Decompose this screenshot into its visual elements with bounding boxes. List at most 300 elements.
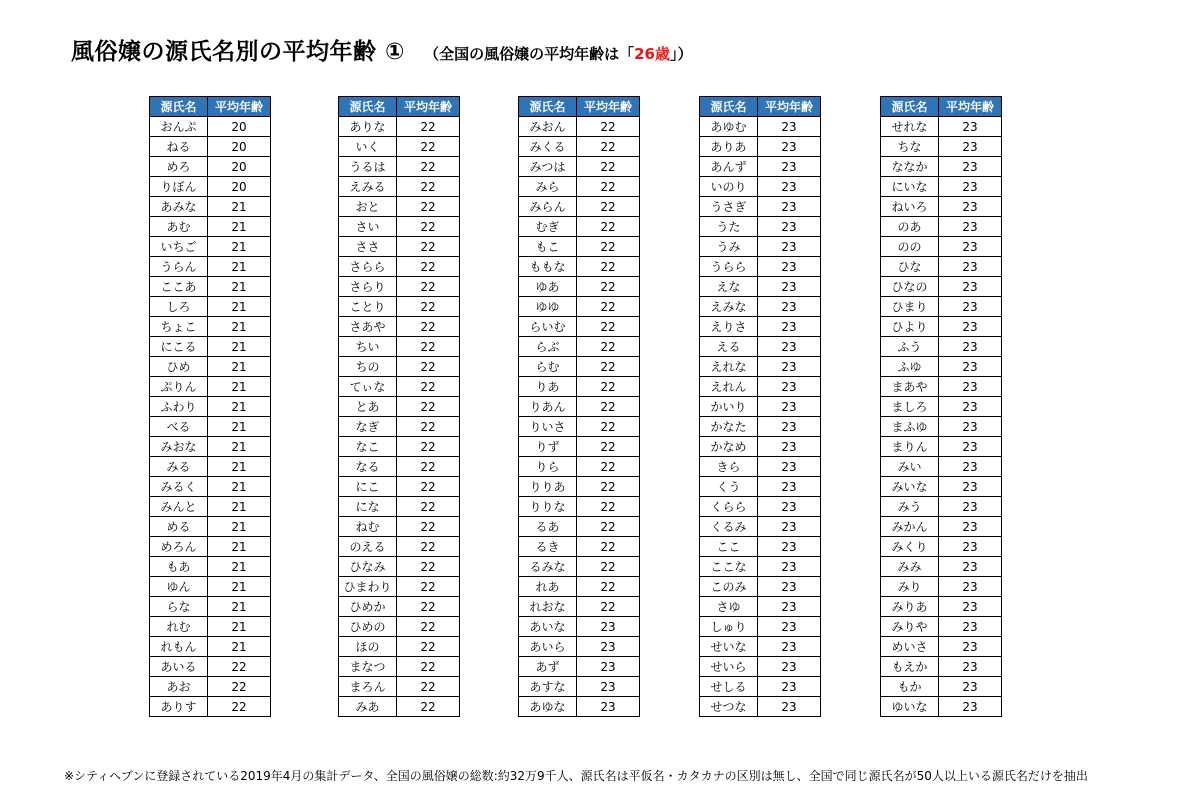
table-row xyxy=(881,677,1002,697)
cell-age: 23 xyxy=(758,537,821,557)
cell-age: 22 xyxy=(577,577,640,597)
table-row xyxy=(519,157,640,177)
cell-age: 22 xyxy=(397,317,460,337)
table-row xyxy=(881,697,1002,717)
table-row xyxy=(519,657,640,677)
cell-age: 23 xyxy=(758,297,821,317)
cell-age: 23 xyxy=(758,257,821,277)
cell-name: にこる xyxy=(150,337,208,357)
table-row xyxy=(150,657,271,677)
cell-age: 23 xyxy=(758,677,821,697)
cell-age: 23 xyxy=(939,237,1002,257)
cell-name: いのり xyxy=(700,177,758,197)
table-row xyxy=(150,117,271,137)
cell-age: 22 xyxy=(577,237,640,257)
cell-name: えみな xyxy=(700,297,758,317)
table-row xyxy=(339,257,460,277)
cell-name: りら xyxy=(519,457,577,477)
cell-name: みくる xyxy=(519,137,577,157)
cell-age: 21 xyxy=(208,377,271,397)
cell-name: みう xyxy=(881,497,939,517)
table-row xyxy=(150,477,271,497)
cell-age: 23 xyxy=(758,517,821,537)
table-row xyxy=(700,537,821,557)
cell-name: みおな xyxy=(150,437,208,457)
cell-age: 22 xyxy=(397,437,460,457)
cell-age: 23 xyxy=(577,697,640,717)
cell-age: 22 xyxy=(397,557,460,577)
table-row xyxy=(700,297,821,317)
table-row xyxy=(339,397,460,417)
cell-name: ひまわり xyxy=(339,577,397,597)
cell-age: 22 xyxy=(397,657,460,677)
cell-age: 23 xyxy=(577,617,640,637)
table-header-row xyxy=(881,97,1002,117)
table-row xyxy=(700,277,821,297)
table-row xyxy=(339,237,460,257)
table-row xyxy=(519,457,640,477)
cell-age: 21 xyxy=(208,497,271,517)
cell-name: ねいろ xyxy=(881,197,939,217)
cell-age: 23 xyxy=(758,377,821,397)
cell-name: ささ xyxy=(339,237,397,257)
cell-age: 23 xyxy=(758,497,821,517)
table-row xyxy=(519,477,640,497)
cell-name: ゆゆ xyxy=(519,297,577,317)
cell-age: 22 xyxy=(577,297,640,317)
table-row xyxy=(700,377,821,397)
cell-age: 23 xyxy=(758,597,821,617)
table-row xyxy=(700,617,821,637)
table-row xyxy=(519,417,640,437)
table-row xyxy=(519,257,640,277)
cell-age: 23 xyxy=(758,337,821,357)
cell-name: ふわり xyxy=(150,397,208,417)
table-row xyxy=(519,377,640,397)
cell-name: ねる xyxy=(150,137,208,157)
cell-age: 22 xyxy=(577,377,640,397)
table-row xyxy=(881,237,1002,257)
cell-name: えれな xyxy=(700,357,758,377)
table-row xyxy=(519,537,640,557)
table-row xyxy=(881,377,1002,397)
table-row xyxy=(150,377,271,397)
cell-age: 23 xyxy=(577,657,640,677)
table-row xyxy=(339,677,460,697)
cell-name: ひまり xyxy=(881,297,939,317)
table-row xyxy=(881,417,1002,437)
cell-name: ほの xyxy=(339,637,397,657)
cell-name: あんず xyxy=(700,157,758,177)
table-row xyxy=(339,417,460,437)
cell-name: しゅり xyxy=(700,617,758,637)
table-row xyxy=(339,317,460,337)
cell-name: ひより xyxy=(881,317,939,337)
cell-name: りりあ xyxy=(519,477,577,497)
cell-age: 22 xyxy=(397,117,460,137)
cell-age: 23 xyxy=(577,637,640,657)
table-row xyxy=(700,357,821,377)
cell-name: うらら xyxy=(700,257,758,277)
cell-age: 21 xyxy=(208,457,271,477)
cell-name: りあ xyxy=(519,377,577,397)
table-row xyxy=(881,117,1002,137)
column-header-name: 源氏名 xyxy=(519,97,577,117)
table-row xyxy=(150,397,271,417)
name-age-table-5 xyxy=(880,96,1002,717)
table-row xyxy=(339,357,460,377)
cell-name: ましろ xyxy=(881,397,939,417)
cell-name: あゆむ xyxy=(700,117,758,137)
cell-age: 22 xyxy=(397,617,460,637)
cell-age: 22 xyxy=(397,457,460,477)
table-row xyxy=(150,297,271,317)
cell-age: 22 xyxy=(397,357,460,377)
table-row xyxy=(519,617,640,637)
cell-name: ありあ xyxy=(700,137,758,157)
cell-name: あみな xyxy=(150,197,208,217)
table-row xyxy=(519,697,640,717)
table-row xyxy=(700,197,821,217)
cell-age: 22 xyxy=(397,297,460,317)
cell-age: 20 xyxy=(208,137,271,157)
cell-age: 22 xyxy=(577,277,640,297)
cell-name: まふゆ xyxy=(881,417,939,437)
cell-name: せいら xyxy=(700,657,758,677)
column-header-name: 源氏名 xyxy=(339,97,397,117)
table-row xyxy=(881,457,1002,477)
table-row xyxy=(150,337,271,357)
table-header-row xyxy=(700,97,821,117)
cell-age: 21 xyxy=(208,297,271,317)
cell-name: ありす xyxy=(150,697,208,717)
cell-name: ここな xyxy=(700,557,758,577)
table-row xyxy=(881,577,1002,597)
table-row xyxy=(881,617,1002,637)
cell-name: ちの xyxy=(339,357,397,377)
cell-age: 23 xyxy=(758,577,821,597)
table-row xyxy=(339,117,460,137)
cell-name: らぶ xyxy=(519,337,577,357)
cell-age: 23 xyxy=(939,577,1002,597)
column-header-age: 平均年齢 xyxy=(939,97,1002,117)
table-row xyxy=(519,637,640,657)
footnote: ※シティヘブンに登録されている2019年4月の集計データ、全国の風俗嬢の総数:約32万9千人、源氏名は平仮名・カタカナの区別は無し、全国で同じ源氏名が50人以上いる源氏名だけを抽出 xyxy=(64,769,1088,783)
name-age-table-2 xyxy=(338,96,460,717)
table-row xyxy=(150,457,271,477)
table-row xyxy=(150,437,271,457)
cell-age: 22 xyxy=(577,397,640,417)
cell-name: ぷりん xyxy=(150,377,208,397)
cell-name: みり xyxy=(881,577,939,597)
title-sub xyxy=(424,45,692,63)
cell-age: 21 xyxy=(208,277,271,297)
cell-age: 21 xyxy=(208,397,271,417)
cell-age: 23 xyxy=(939,357,1002,377)
table-row xyxy=(519,357,640,377)
cell-name: いちご xyxy=(150,237,208,257)
cell-name: えりさ xyxy=(700,317,758,337)
table-row xyxy=(150,277,271,297)
cell-age: 23 xyxy=(939,177,1002,197)
cell-name: まりん xyxy=(881,437,939,457)
cell-age: 23 xyxy=(758,397,821,417)
table-row xyxy=(150,637,271,657)
cell-age: 23 xyxy=(939,497,1002,517)
table-row xyxy=(700,237,821,257)
table-row xyxy=(150,317,271,337)
cell-name: あいな xyxy=(519,617,577,637)
table-row xyxy=(700,137,821,157)
cell-name: きら xyxy=(700,457,758,477)
cell-age: 23 xyxy=(939,137,1002,157)
table-row xyxy=(339,637,460,657)
cell-name: うらん xyxy=(150,257,208,277)
cell-name: めいさ xyxy=(881,637,939,657)
cell-age: 22 xyxy=(577,357,640,377)
cell-name: まあや xyxy=(881,377,939,397)
cell-age: 21 xyxy=(208,197,271,217)
cell-age: 23 xyxy=(939,517,1002,537)
cell-age: 23 xyxy=(939,457,1002,477)
cell-name: ちな xyxy=(881,137,939,157)
table-row xyxy=(881,257,1002,277)
cell-age: 22 xyxy=(397,197,460,217)
table-row xyxy=(339,277,460,297)
cell-name: さらら xyxy=(339,257,397,277)
cell-name: あゆな xyxy=(519,697,577,717)
column-header-age: 平均年齢 xyxy=(208,97,271,117)
table-row xyxy=(700,177,821,197)
cell-name: める xyxy=(150,517,208,537)
cell-age: 22 xyxy=(397,417,460,437)
cell-age: 22 xyxy=(577,457,640,477)
cell-age: 22 xyxy=(577,197,640,217)
cell-age: 23 xyxy=(939,397,1002,417)
cell-name: いく xyxy=(339,137,397,157)
cell-name: らな xyxy=(150,597,208,617)
table-row xyxy=(519,237,640,257)
cell-name: ゆあ xyxy=(519,277,577,297)
table-row xyxy=(339,517,460,537)
table-row xyxy=(881,317,1002,337)
table-row xyxy=(700,257,821,277)
cell-name: えれん xyxy=(700,377,758,397)
table-row xyxy=(150,217,271,237)
cell-name: くるみ xyxy=(700,517,758,537)
cell-age: 20 xyxy=(208,157,271,177)
cell-age: 21 xyxy=(208,317,271,337)
cell-age: 22 xyxy=(397,497,460,517)
cell-age: 22 xyxy=(577,437,640,457)
cell-name: ふう xyxy=(881,337,939,357)
table-row xyxy=(339,197,460,217)
table-row xyxy=(150,137,271,157)
cell-age: 22 xyxy=(397,517,460,537)
table-row xyxy=(150,157,271,177)
cell-name: なこ xyxy=(339,437,397,457)
cell-name: なぎ xyxy=(339,417,397,437)
cell-age: 23 xyxy=(939,597,1002,617)
title-main: 風俗嬢の源氏名別の平均年齢 ① xyxy=(71,39,405,65)
cell-name: らいむ xyxy=(519,317,577,337)
column-header-name: 源氏名 xyxy=(881,97,939,117)
table-row xyxy=(150,197,271,217)
cell-name: くう xyxy=(700,477,758,497)
cell-name: れおな xyxy=(519,597,577,617)
cell-name: ひなの xyxy=(881,277,939,297)
cell-name: ありな xyxy=(339,117,397,137)
cell-age: 23 xyxy=(939,277,1002,297)
table-row xyxy=(519,137,640,157)
column-header-age: 平均年齢 xyxy=(397,97,460,117)
cell-age: 23 xyxy=(939,477,1002,497)
table-row xyxy=(700,157,821,177)
table-row xyxy=(700,657,821,677)
table-row xyxy=(700,517,821,537)
cell-name: りいさ xyxy=(519,417,577,437)
cell-name: みるく xyxy=(150,477,208,497)
column-header-age: 平均年齢 xyxy=(577,97,640,117)
cell-name: えみる xyxy=(339,177,397,197)
cell-age: 23 xyxy=(939,677,1002,697)
table-row xyxy=(519,557,640,577)
cell-name: せしる xyxy=(700,677,758,697)
cell-age: 22 xyxy=(397,337,460,357)
cell-age: 23 xyxy=(939,697,1002,717)
cell-name: ここあ xyxy=(150,277,208,297)
cell-name: さらり xyxy=(339,277,397,297)
cell-name: みい xyxy=(881,457,939,477)
cell-age: 23 xyxy=(939,217,1002,237)
cell-age: 21 xyxy=(208,337,271,357)
cell-age: 23 xyxy=(939,437,1002,457)
cell-name: みらん xyxy=(519,197,577,217)
table-row xyxy=(150,597,271,617)
cell-age: 22 xyxy=(397,477,460,497)
name-age-table-4 xyxy=(699,96,821,717)
table-row xyxy=(519,397,640,417)
cell-name: もえか xyxy=(881,657,939,677)
cell-name: かなめ xyxy=(700,437,758,457)
cell-name: かなた xyxy=(700,417,758,437)
table-row xyxy=(519,277,640,297)
table-row xyxy=(150,417,271,437)
cell-age: 23 xyxy=(939,197,1002,217)
cell-age: 23 xyxy=(758,657,821,677)
cell-age: 21 xyxy=(208,577,271,597)
cell-age: 21 xyxy=(208,617,271,637)
cell-name: とあ xyxy=(339,397,397,417)
cell-age: 23 xyxy=(939,417,1002,437)
cell-name: せいな xyxy=(700,637,758,657)
cell-name: うみ xyxy=(700,237,758,257)
table-row xyxy=(339,577,460,597)
table-row xyxy=(339,137,460,157)
table-row xyxy=(339,657,460,677)
column-header-age: 平均年齢 xyxy=(758,97,821,117)
cell-age: 22 xyxy=(577,557,640,577)
table-row xyxy=(519,177,640,197)
table-row xyxy=(881,137,1002,157)
column-header-name: 源氏名 xyxy=(700,97,758,117)
table-row xyxy=(519,577,640,597)
cell-name: さあや xyxy=(339,317,397,337)
cell-age: 23 xyxy=(758,177,821,197)
cell-name: みりや xyxy=(881,617,939,637)
cell-age: 22 xyxy=(577,417,640,437)
cell-age: 23 xyxy=(758,417,821,437)
table-row xyxy=(150,537,271,557)
cell-name: えな xyxy=(700,277,758,297)
cell-name: めろん xyxy=(150,537,208,557)
table-row xyxy=(700,417,821,437)
table-row xyxy=(339,217,460,237)
cell-age: 22 xyxy=(208,697,271,717)
cell-name: あず xyxy=(519,657,577,677)
table-row xyxy=(519,517,640,537)
cell-name: ひめか xyxy=(339,597,397,617)
cell-age: 22 xyxy=(397,377,460,397)
table-row xyxy=(881,157,1002,177)
cell-name: ひめ xyxy=(150,357,208,377)
cell-age: 23 xyxy=(758,317,821,337)
cell-age: 22 xyxy=(577,517,640,537)
cell-name: みいな xyxy=(881,477,939,497)
cell-name: せつな xyxy=(700,697,758,717)
cell-age: 22 xyxy=(577,597,640,617)
table-row xyxy=(881,437,1002,457)
cell-age: 22 xyxy=(577,477,640,497)
cell-age: 21 xyxy=(208,437,271,457)
cell-age: 22 xyxy=(577,117,640,137)
cell-age: 23 xyxy=(758,697,821,717)
cell-name: るあ xyxy=(519,517,577,537)
cell-age: 23 xyxy=(577,677,640,697)
cell-age: 20 xyxy=(208,117,271,137)
table-row xyxy=(519,337,640,357)
table-row xyxy=(339,157,460,177)
cell-name: てぃな xyxy=(339,377,397,397)
table-row xyxy=(339,497,460,517)
table-row xyxy=(700,497,821,517)
cell-age: 22 xyxy=(397,397,460,417)
cell-age: 22 xyxy=(397,277,460,297)
cell-name: みつは xyxy=(519,157,577,177)
table-row xyxy=(339,617,460,637)
cell-name: ななか xyxy=(881,157,939,177)
name-age-table-3 xyxy=(518,96,640,717)
name-age-table-1 xyxy=(149,96,271,717)
cell-name: れあ xyxy=(519,577,577,597)
table-row xyxy=(150,697,271,717)
cell-age: 22 xyxy=(397,597,460,617)
cell-name: える xyxy=(700,337,758,357)
cell-age: 22 xyxy=(577,137,640,157)
cell-name: にいな xyxy=(881,177,939,197)
cell-name: ちい xyxy=(339,337,397,357)
table-row xyxy=(881,297,1002,317)
cell-name: みかん xyxy=(881,517,939,537)
table-header-row xyxy=(150,97,271,117)
cell-age: 22 xyxy=(397,637,460,657)
cell-age: 23 xyxy=(939,637,1002,657)
cell-name: るき xyxy=(519,537,577,557)
table-row xyxy=(881,497,1002,517)
cell-name: うさぎ xyxy=(700,197,758,217)
cell-name: にな xyxy=(339,497,397,517)
cell-name: みら xyxy=(519,177,577,197)
